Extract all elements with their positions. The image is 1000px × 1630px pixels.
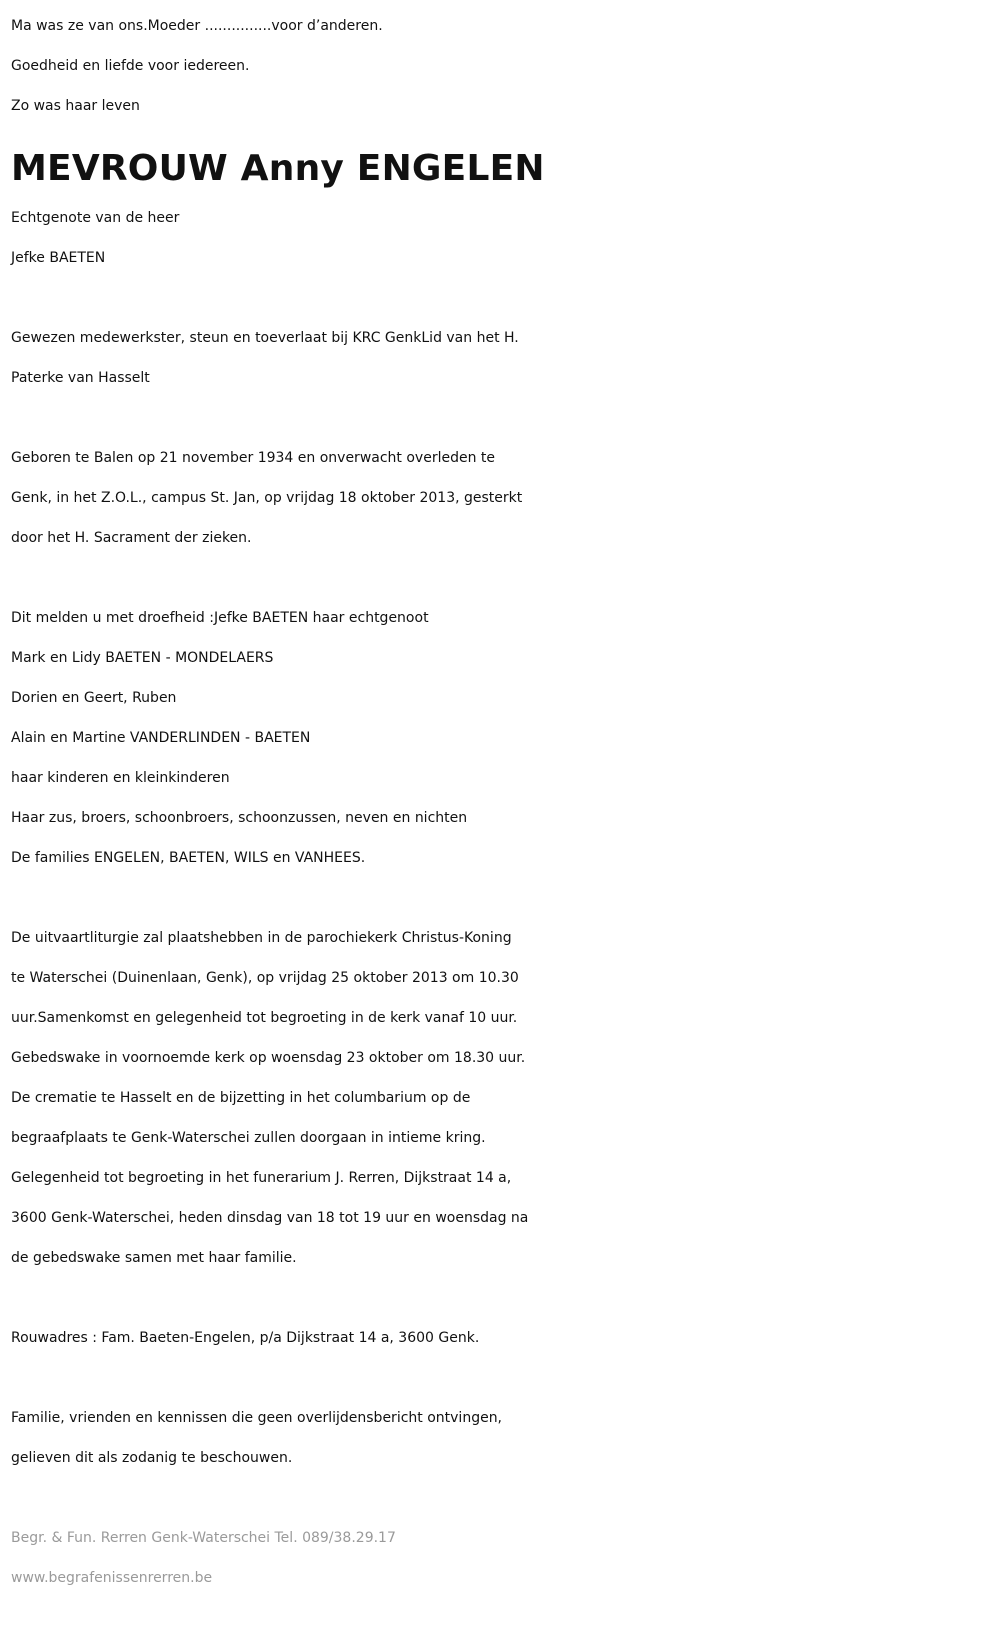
ceremony-line: te Waterschei (Duinenlaan, Genk), op vrijdag 25 oktober 2013 om 10.30 xyxy=(11,970,519,986)
birth-death-line: door het H. Sacrament der zieken. xyxy=(11,530,252,546)
family-line: Haar zus, broers, schoonbroers, schoonzussen, neven en nichten xyxy=(11,810,468,826)
spacer xyxy=(11,1478,980,1518)
ceremony-block xyxy=(11,918,980,1278)
family-line: Mark en Lidy BAETEN - MONDELAERS xyxy=(11,650,274,666)
spacer xyxy=(11,1358,980,1398)
occupation-line: Paterke van Hasselt xyxy=(11,370,150,386)
ceremony-line: Gelegenheid tot begroeting in het funerarium J. Rerren, Dijkstraat 14 a, xyxy=(11,1170,512,1186)
spacer xyxy=(11,558,980,598)
ceremony-line: De crematie te Hasselt en de bijzetting in het columbarium op de xyxy=(11,1090,471,1106)
poem-line: Ma was ze van ons.Moeder ...............voor d’anderen. xyxy=(11,18,383,34)
spouse-line: Jefke BAETEN xyxy=(11,250,106,266)
funeral-home-contact: Begr. & Fun. Rerren Genk-Waterschei Tel. 089/38.29.17 xyxy=(11,1530,396,1546)
spouse-line: Echtgenote van de heer xyxy=(11,210,180,226)
poem-line: Goedheid en liefde voor iedereen. xyxy=(11,58,250,74)
spacer xyxy=(11,1278,980,1318)
spacer xyxy=(11,278,980,318)
occupation-block xyxy=(11,318,980,398)
notice-block xyxy=(11,1398,980,1478)
notice-line: gelieven dit als zodanig te beschouwen. xyxy=(11,1450,293,1466)
mourning-address: Rouwadres : Fam. Baeten-Engelen, p/a Dijkstraat 14 a, 3600 Genk. xyxy=(11,1330,480,1346)
notice-line: Familie, vrienden en kennissen die geen overlijdensbericht ontvingen, xyxy=(11,1410,503,1426)
ceremony-line: begraafplaats te Genk-Waterschei zullen doorgaan in intieme kring. xyxy=(11,1130,486,1146)
birth-death-line: Genk, in het Z.O.L., campus St. Jan, op vrijdag 18 oktober 2013, gesterkt xyxy=(11,490,523,506)
ceremony-line: de gebedswake samen met haar familie. xyxy=(11,1250,297,1266)
ceremony-line: 3600 Genk-Waterschei, heden dinsdag van 18 tot 19 uur en woensdag na xyxy=(11,1210,529,1226)
family-block xyxy=(11,598,980,878)
deceased-name-title: MEVROUW Anny ENGELEN xyxy=(11,148,545,189)
spouse-block xyxy=(11,198,980,278)
ceremony-line: Gebedswake in voornoemde kerk op woensdag 23 oktober om 18.30 uur. xyxy=(11,1050,526,1066)
spacer xyxy=(11,398,980,438)
family-line: Dorien en Geert, Ruben xyxy=(11,690,177,706)
family-line: Alain en Martine VANDERLINDEN - BAETEN xyxy=(11,730,311,746)
funeral-home-website: www.begrafenissenrerren.be xyxy=(11,1570,213,1586)
family-line: De families ENGELEN, BAETEN, WILS en VANHEES. xyxy=(11,850,366,866)
family-line: haar kinderen en kleinkinderen xyxy=(11,770,230,786)
birth-death-block xyxy=(11,438,980,558)
occupation-line: Gewezen medewerkster, steun en toeverlaat bij KRC GenkLid van het H. xyxy=(11,330,519,346)
footer xyxy=(11,1518,980,1598)
ceremony-line: uur.Samenkomst en gelegenheid tot begroeting in de kerk vanaf 10 uur. xyxy=(11,1010,518,1026)
poem-line: Zo was haar leven xyxy=(11,98,140,114)
family-line: Dit melden u met droefheid :Jefke BAETEN haar echtgenoot xyxy=(11,610,429,626)
spacer xyxy=(11,878,980,918)
ceremony-line: De uitvaartliturgie zal plaatshebben in de parochiekerk Christus-Koning xyxy=(11,930,512,946)
birth-death-line: Geboren te Balen op 21 november 1934 en onverwacht overleden te xyxy=(11,450,496,466)
poem-block xyxy=(11,6,980,126)
